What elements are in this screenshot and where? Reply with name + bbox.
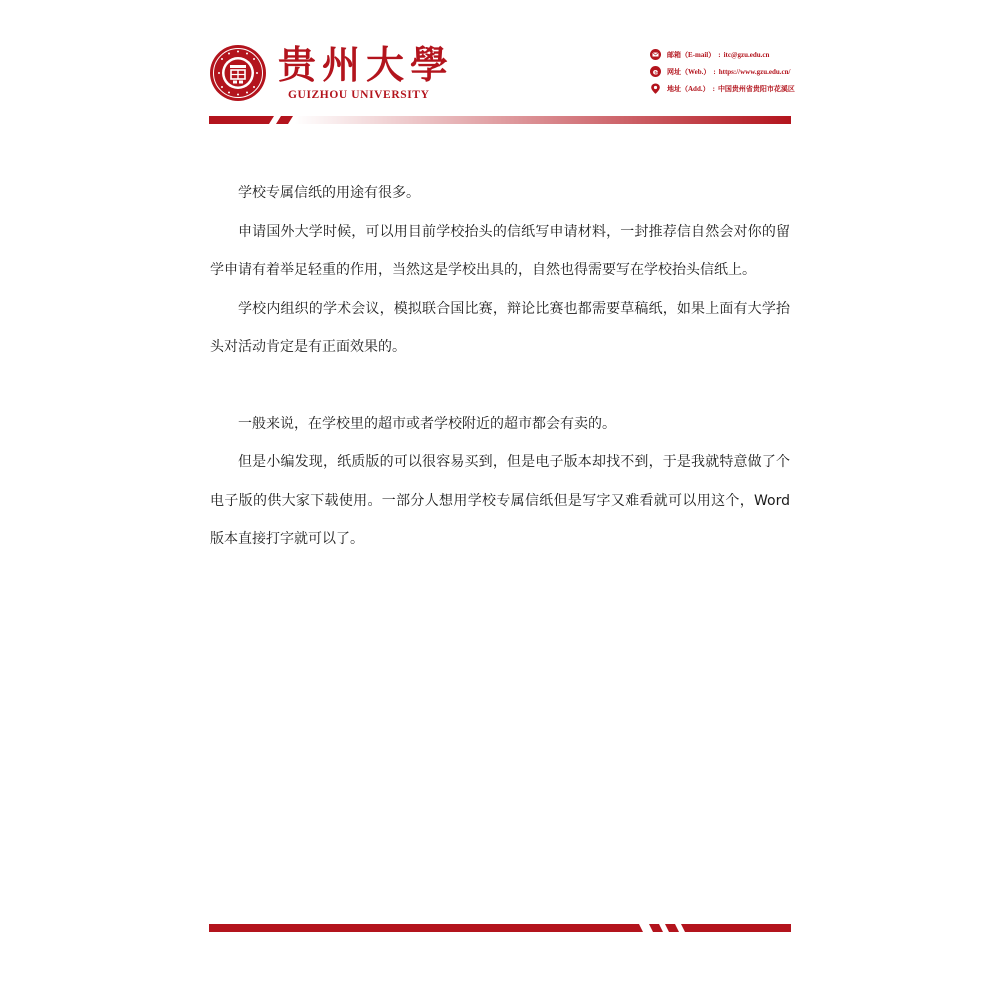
contact-email: 邮箱（E-mail） : itc@gzu.edu.cn [650,46,795,63]
mail-icon [650,49,661,60]
contact-email-label: 邮箱（E-mail） [667,50,716,59]
paragraph: 但是小编发现，纸质版的可以很容易买到，但是电子版本却找不到，于是我就特意做了个电子版的供大家下载使用。一部分人想用学校专属信纸但是写字又难看就可以用这个，Word版本直接打字就可以了。 [210,454,790,547]
svg-text:e: e [652,67,659,77]
contact-info [650,46,795,97]
university-name-cn: 贵州大學 [278,42,455,87]
contact-address-value: 中国贵州省贵阳市花溪区 [717,84,795,93]
university-name-en: GUIZHOU UNIVERSITY [288,89,430,101]
university-seal-logo [209,44,267,102]
footer-divider [209,924,791,932]
contact-address-label: 地址（Add.） [667,84,710,93]
letter-body [210,174,790,559]
letterhead [0,0,1000,130]
paragraph: 一般来说，在学校里的超市或者学校附近的超市都会有卖的。 [238,415,616,432]
web-icon [650,66,661,77]
paragraph: 学校专属信纸的用途有很多。 [238,185,420,201]
contact-email-value: itc@gzu.edu.cn [723,50,770,59]
paragraph: 申请国外大学时候，可以用目前学校抬头的信纸写申请材料，一封推荐信自然会对你的留学申请有着举足轻重的作用，当然这是学校出具的，自然也得需要写在学校抬头信纸上。 [210,223,790,278]
contact-web-label: 网址（Web.） [667,67,711,76]
contact-address: 地址（Add.） : 中国贵州省贵阳市花溪区 [650,80,795,97]
paragraph: 学校内组织的学术会议，模拟联合国比赛，辩论比赛也都需要草稿纸，如果上面有大学抬头对活动肯定是有正面效果的。 [210,300,790,355]
header-divider [209,115,791,125]
contact-web: e 网址（Web.） : https://www.gzu.edu.cn/ [650,63,795,80]
contact-web-value: https://www.gzu.edu.cn/ [718,67,791,76]
location-pin-icon [650,83,661,94]
